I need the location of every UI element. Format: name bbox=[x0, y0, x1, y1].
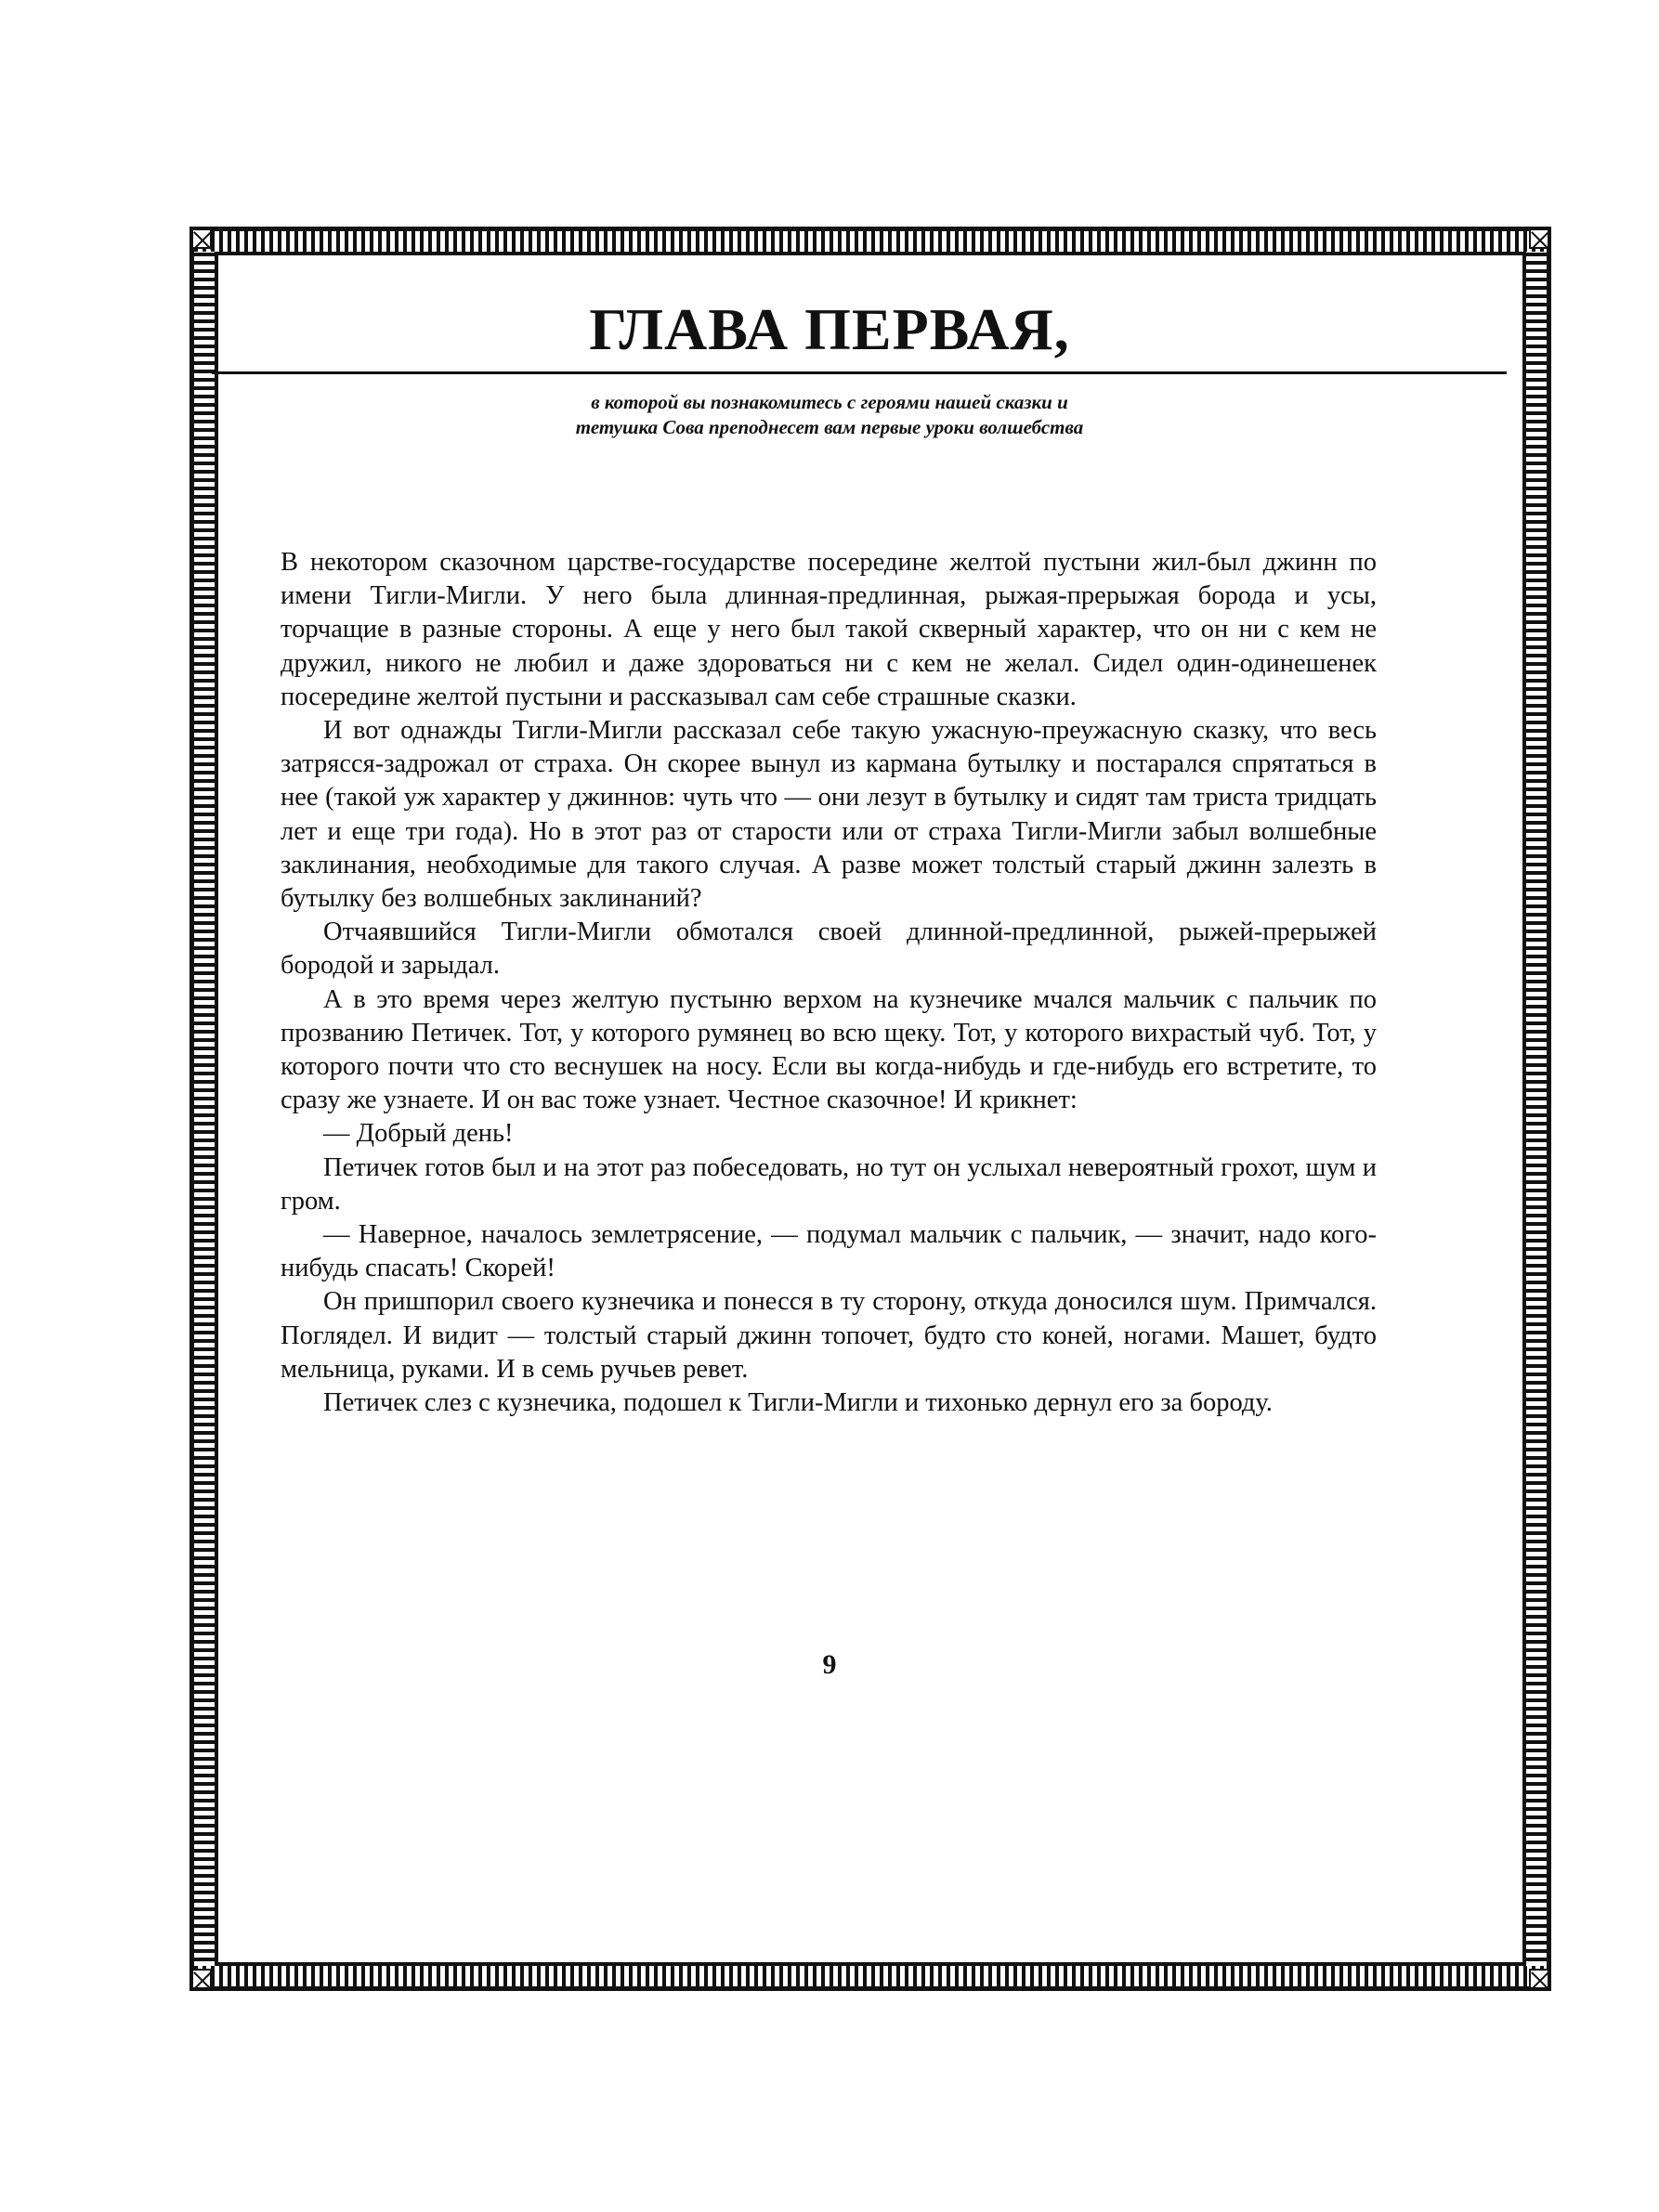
subtitle-line: тетушка Сова преподнесет вам первые уроки волшебства bbox=[575, 416, 1084, 438]
paragraph: Петичек готов был и на этот раз побеседовать, но тут он услыхал невероятный грохот, шум и гром. bbox=[281, 1152, 1377, 1216]
paragraph: А в это время через желтую пустыню верхом на кузнечике мчался мальчик с пальчик по прозванию Петичек. Тот, у которого румянец во всю щеку. Тот, у которого вихрастый чуб. Тот, у которого почти что сто веснушек на носу. Если вы когда-нибудь и где-нибудь его встретите, то сразу же узнаете. И он вас тоже узнает. Честное сказочное! И крикнет: bbox=[281, 984, 1377, 1115]
page-number: 9 bbox=[822, 1649, 837, 1680]
title-divider bbox=[212, 371, 1507, 374]
paragraph: И вот однажды Тигли-Мигли рассказал себе такую ужасную-преужасную сказку, что весь затрясся-задрожал от страха. Он скорее вынул из кармана бутылку и постарался спрятаться в нее (такой уж характер у джиннов: чуть что — они лезут в бутылку и сидят там триста тридцать лет и еще три года). Но в этот раз от старости или от страха Тигли-Мигли забыл волшебные заклинания, необходимые для такого случая. А разве может толстый старый джинн залезть в бутылку без волшебных заклинаний? bbox=[281, 716, 1377, 914]
paragraph: — Наверное, началось землетрясение, — подумал мальчик с пальчик, — значит, надо кого-нибудь спасать! Скорей! bbox=[281, 1220, 1377, 1283]
paragraph: Отчаявшийся Тигли-Мигли обмотался своей длинной-предлинной, рыжей-прерыжей бородой и зарыдал. bbox=[281, 917, 1377, 981]
border-corner-ornament bbox=[191, 228, 212, 249]
chapter-title: ГЛАВА ПЕРВАЯ, bbox=[589, 296, 1070, 362]
paragraph: — Добрый день! bbox=[323, 1119, 514, 1149]
subtitle-line: в которой вы познакомитесь с героями нашей сказки и bbox=[591, 391, 1068, 413]
paragraph: Он пришпорил своего кузнечика и понесся в ту сторону, откуда доносился шум. Примчался. Поглядел. И видит — толстый старый джинн топочет, будто сто коней, ногами. Машет, будто мельница, руками. И в семь ручьев ревет. bbox=[281, 1287, 1377, 1384]
border-corner-ornament bbox=[1529, 1969, 1549, 1989]
border-corner-ornament bbox=[191, 1969, 212, 1989]
border-corner-ornament bbox=[1529, 228, 1549, 249]
chapter-body-text bbox=[281, 546, 1377, 1420]
paragraph: Петичек слез с кузнечика, подошел к Тигли-Мигли и тихонько дернул его за бороду. bbox=[323, 1388, 1273, 1418]
paragraph: В некотором сказочном царстве-государстве посередине желтой пустыни жил-был джинн по имени Тигли-Мигли. У него была длинная-предлинная, рыжая-прерыжая борода и усы, торчащие в разные стороны. А еще у него был такой скверный характер, что он ни с кем не дружил, никого не любил и даже здороваться ни с кем не желал. Сидел один-одинешенек посередине желтой пустыни и рассказывал сам себе страшные сказки. bbox=[281, 548, 1377, 711]
chapter-subtitle bbox=[0, 390, 1659, 440]
